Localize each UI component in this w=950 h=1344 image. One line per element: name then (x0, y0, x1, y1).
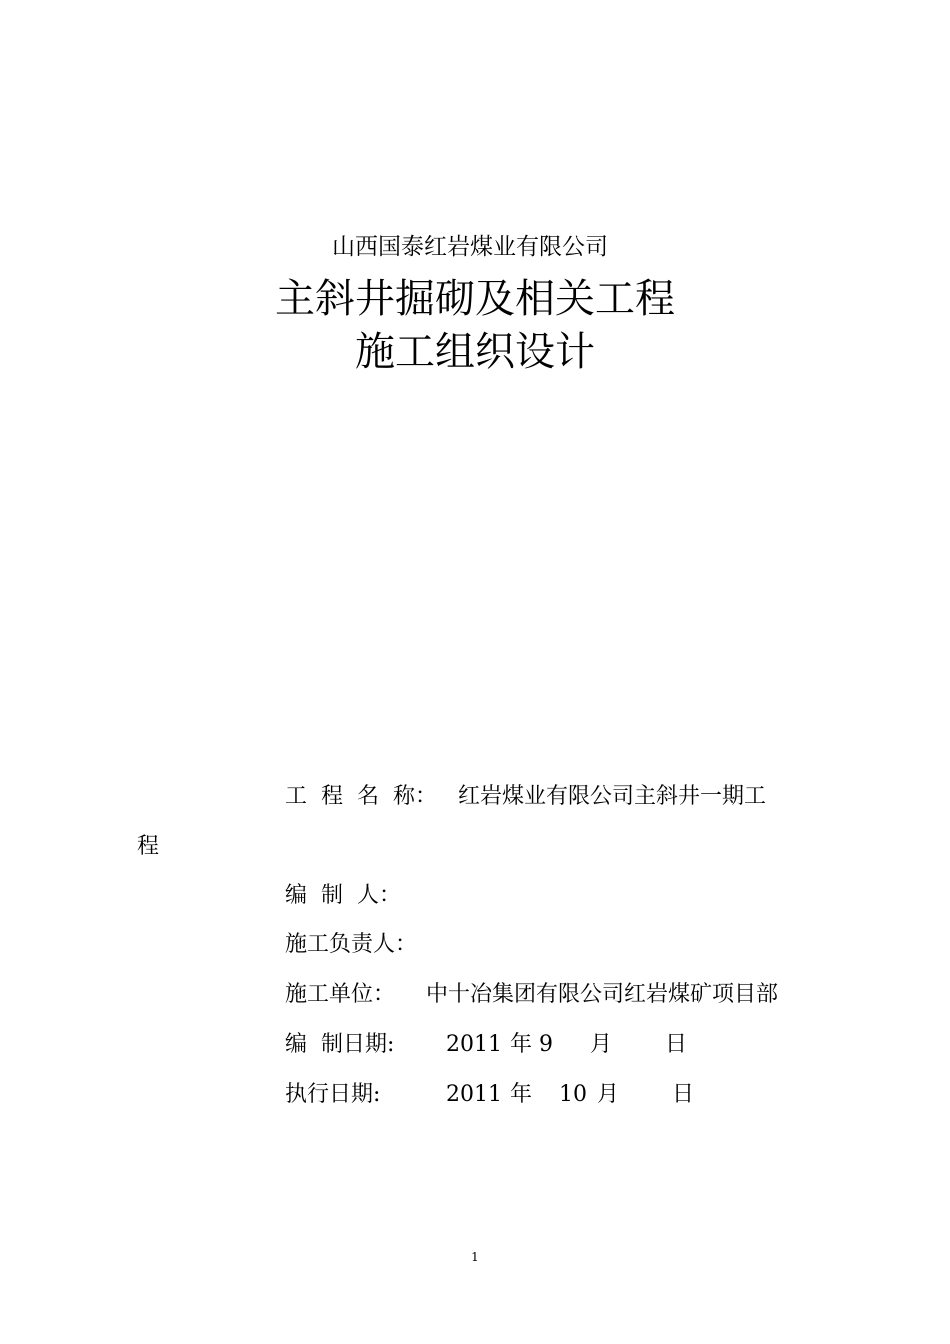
exec-date-month-unit: 月 (597, 1082, 620, 1107)
compile-date-label: 编 制日期: (285, 1032, 395, 1057)
project-name-label: 工 程 名 称： (285, 784, 437, 809)
exec-date-label: 执行日期: (285, 1082, 381, 1107)
document-title-line2: 施工组织设计 (355, 329, 595, 375)
exec-date-year: 2011 (446, 1082, 502, 1107)
company-name: 山西国泰红岩煤业有限公司 (332, 234, 608, 260)
page-number: 1 (471, 1250, 479, 1264)
compile-date-year-unit: 年 (510, 1032, 533, 1057)
compile-date-day-unit: 日 (665, 1032, 688, 1057)
construction-unit-value: 中十冶集团有限公司红岩煤矿项目部 (426, 982, 779, 1007)
compile-date-month: 9 (539, 1032, 553, 1057)
project-name-value: 红岩煤业有限公司主斜井一期工 (458, 784, 767, 809)
compile-date-month-unit: 月 (590, 1032, 613, 1057)
construction-unit-label: 施工单位： (285, 982, 396, 1007)
document-title-line1: 主斜井掘砌及相关工程 (275, 276, 675, 322)
exec-date-year-unit: 年 (510, 1082, 533, 1107)
compiler-label: 编 制 人： (285, 883, 401, 908)
exec-date-day-unit: 日 (672, 1082, 695, 1107)
compile-date-year: 2011 (446, 1032, 502, 1057)
construction-lead-label: 施工负责人： (285, 932, 418, 957)
project-name-wrap: 程 (137, 834, 160, 859)
exec-date-month: 10 (559, 1082, 587, 1107)
